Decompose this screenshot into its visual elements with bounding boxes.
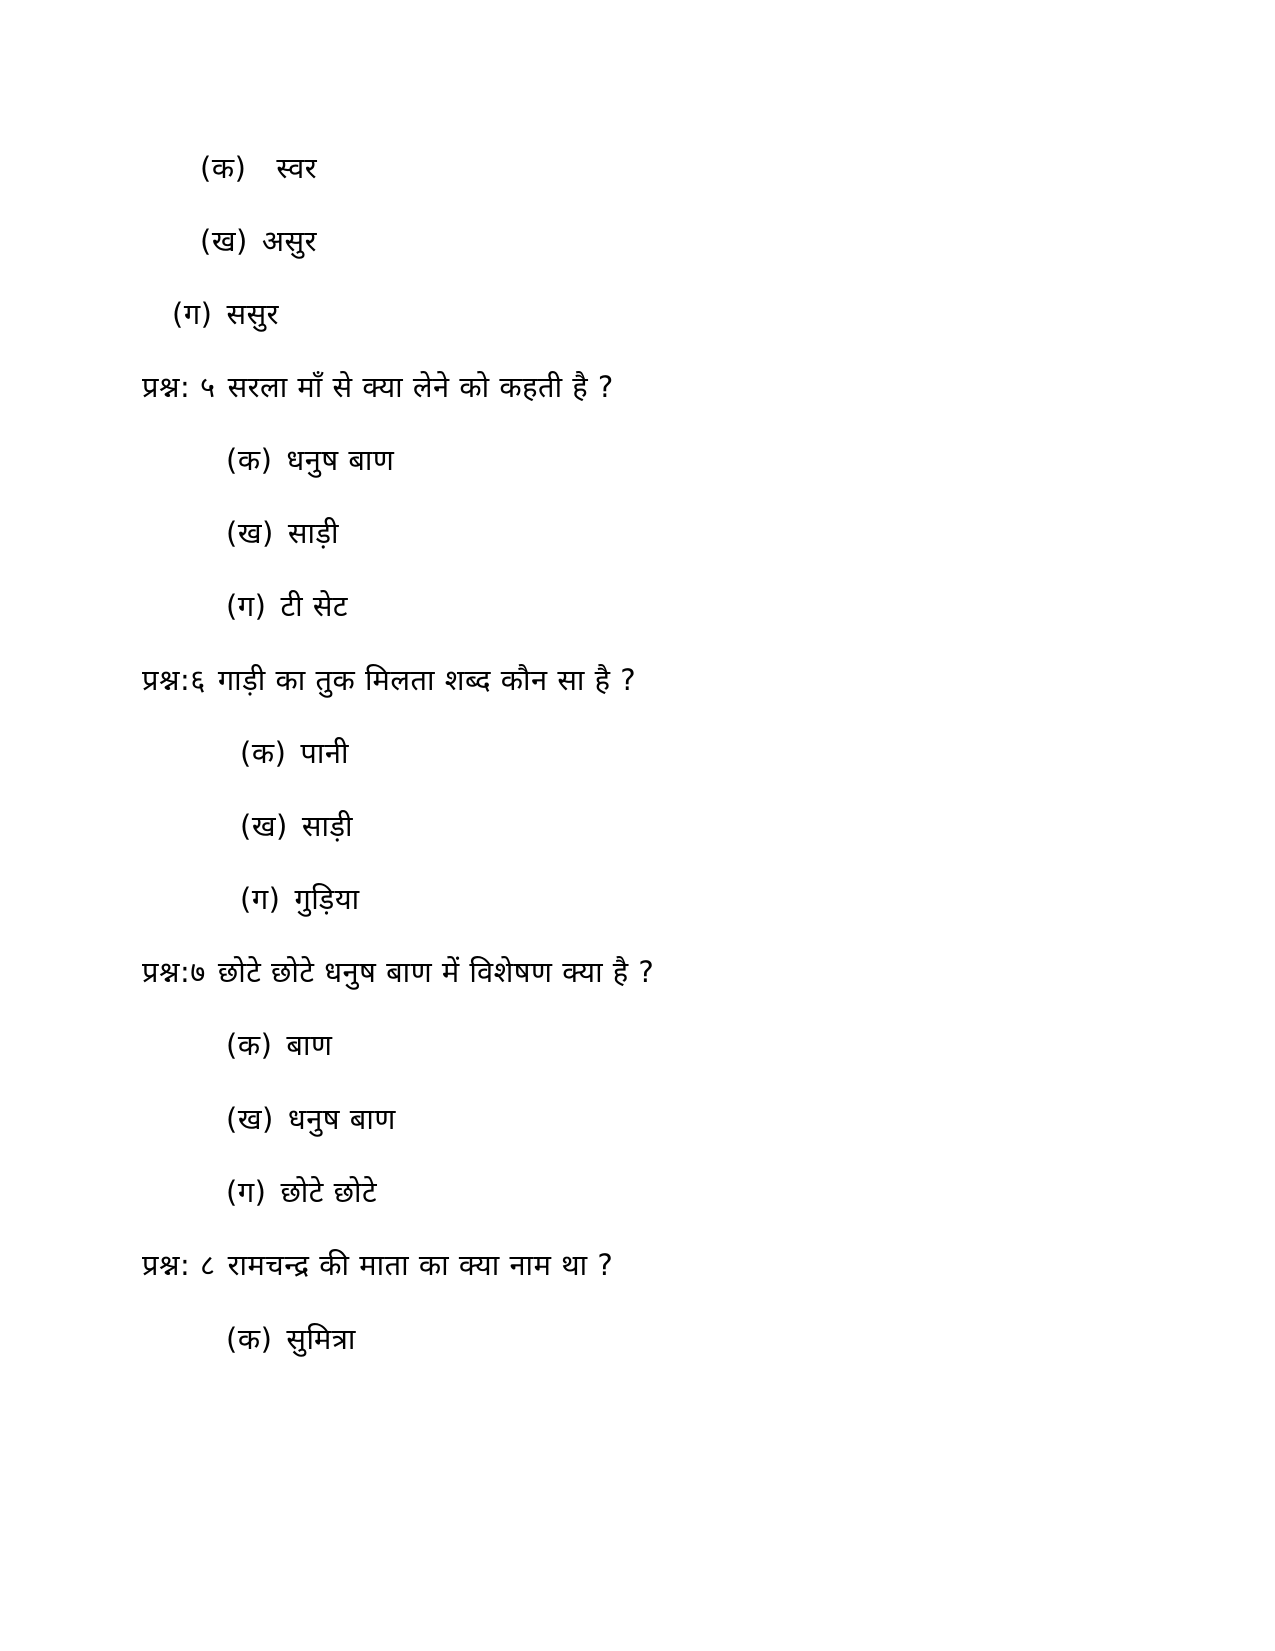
question-text: गाड़ी का तुक मिलता शब्द कौन सा है ? — [217, 663, 637, 697]
option-line — [200, 221, 317, 261]
option-label: (ग) — [172, 297, 213, 331]
option-label: (ख) — [240, 809, 288, 843]
option-line — [226, 1025, 332, 1065]
question-line — [142, 1245, 613, 1285]
option-line — [172, 294, 279, 334]
option-text: धनुष बाण — [287, 1102, 396, 1136]
option-label: (ग) — [226, 589, 267, 623]
question-number: प्रश्न:७ — [142, 955, 206, 989]
option-line — [240, 733, 349, 773]
question-number: प्रश्न:६ — [142, 663, 206, 697]
question-text: छोटे छोटे धनुष बाण में विशेषण क्या है ? — [217, 955, 655, 989]
option-text: बाण — [286, 1028, 333, 1062]
option-label: (क) — [200, 151, 247, 185]
option-text: सुमित्रा — [286, 1322, 356, 1356]
option-label: (क) — [226, 1028, 273, 1062]
question-line — [142, 660, 636, 700]
option-line — [240, 806, 353, 846]
option-line — [226, 1319, 356, 1359]
option-label: (क) — [226, 1322, 273, 1356]
option-line — [226, 586, 348, 626]
option-text: साड़ी — [287, 516, 340, 550]
option-line — [200, 148, 317, 188]
option-text: साड़ी — [301, 809, 354, 843]
option-label: (ख) — [226, 1102, 274, 1136]
option-line — [226, 513, 339, 553]
option-text: छोटे छोटे — [280, 1175, 378, 1209]
option-label: (ख) — [200, 224, 248, 258]
option-label: (क) — [240, 736, 287, 770]
option-label: (क) — [226, 443, 273, 477]
option-line — [226, 1172, 377, 1212]
question-number: प्रश्न: ८ — [142, 1248, 216, 1282]
option-text: टी सेट — [280, 589, 349, 623]
option-label: (ख) — [226, 516, 274, 550]
question-text: सरला माँ से क्या लेने को कहती है ? — [227, 370, 614, 404]
option-line — [226, 440, 394, 480]
option-text: पानी — [300, 736, 349, 770]
option-line — [226, 1099, 396, 1139]
option-label: (ग) — [226, 1175, 267, 1209]
option-line — [240, 879, 360, 919]
option-label: (ग) — [240, 882, 281, 916]
option-text: स्वर — [276, 151, 318, 185]
question-text: रामचन्द्र की माता का क्या नाम था ? — [227, 1248, 614, 1282]
question-line — [142, 367, 614, 407]
option-text: ससुर — [226, 297, 280, 331]
option-text: धनुष बाण — [286, 443, 395, 477]
question-line — [142, 952, 654, 992]
question-number: प्रश्न: ५ — [142, 370, 216, 404]
option-text: गुड़िया — [294, 882, 360, 916]
option-text: असुर — [261, 224, 317, 258]
